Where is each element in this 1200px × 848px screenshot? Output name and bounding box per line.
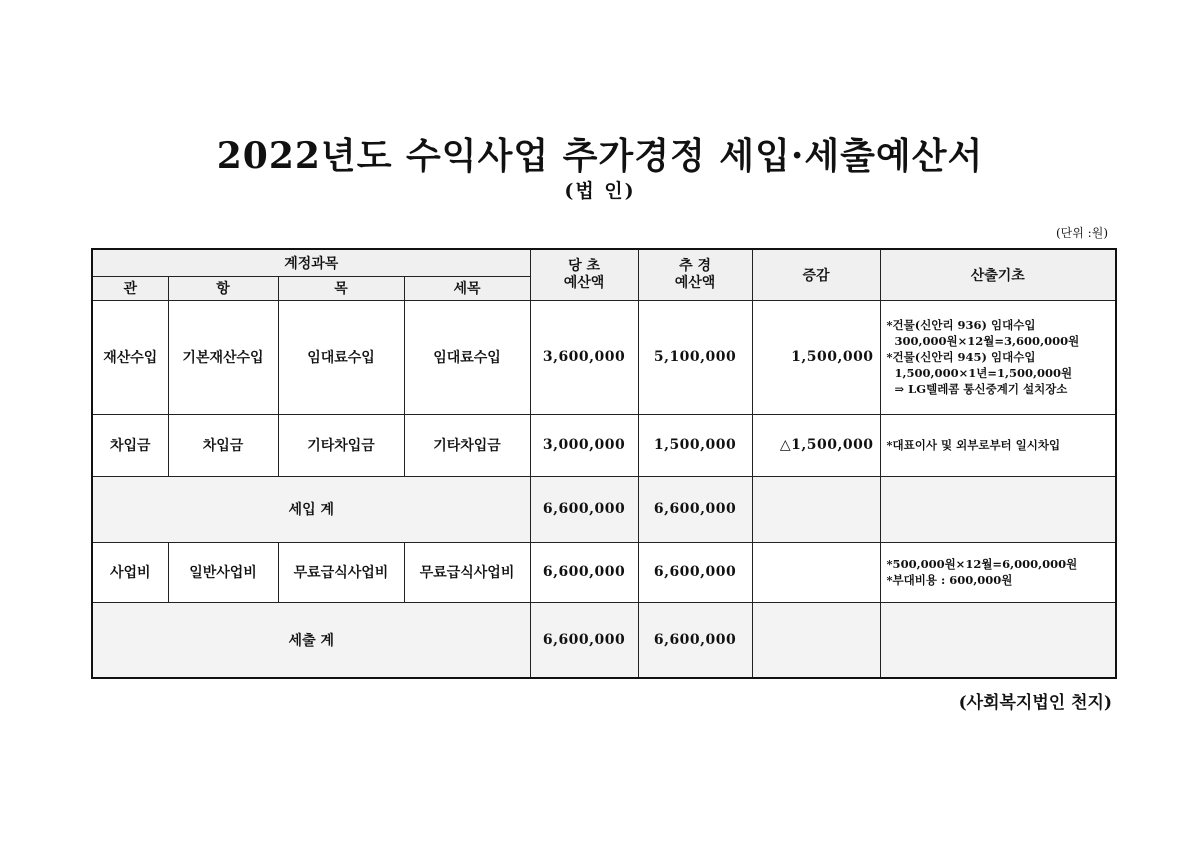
table-row <box>92 542 1116 602</box>
expense-total-change <box>752 602 880 678</box>
revenue-total-label: 세입 계 <box>92 476 530 542</box>
header-semok: 세목 <box>404 276 530 300</box>
cell-mok: 기타차입금 <box>278 414 404 476</box>
expense-total-label: 세출 계 <box>92 602 530 678</box>
header-revised <box>638 249 752 300</box>
cell-change <box>752 542 880 602</box>
table-row <box>92 300 1116 414</box>
cell-gwan: 재산수입 <box>92 300 168 414</box>
basis-line: 1,500,000×1년=1,500,000원 <box>894 366 1073 380</box>
basis-line: 300,000원×12월=3,600,000원 <box>894 334 1080 348</box>
cell-revised: 6,600,000 <box>638 542 752 602</box>
cell-hang: 차입금 <box>168 414 278 476</box>
basis-line: *건물(신안리 936) 임대수입 <box>886 318 1036 332</box>
cell-change: △1,500,000 <box>752 414 880 476</box>
cell-basis <box>880 414 1116 476</box>
cell-revised: 5,100,000 <box>638 300 752 414</box>
cell-original: 3,600,000 <box>530 300 638 414</box>
header-hang: 항 <box>168 276 278 300</box>
header-account: 계정과목 <box>92 249 530 276</box>
header-original-line1: 당 초 <box>568 257 601 274</box>
cell-basis <box>880 542 1116 602</box>
basis-line: *대표이사 및 외부로부터 일시차입 <box>886 438 1061 452</box>
document-subtitle: (법 인) <box>564 180 636 202</box>
cell-semok: 무료급식사업비 <box>404 542 530 602</box>
cell-semok: 임대료수입 <box>404 300 530 414</box>
cell-basis <box>880 300 1116 414</box>
header-gwan: 관 <box>92 276 168 300</box>
revenue-total-revised: 6,600,000 <box>638 476 752 542</box>
cell-hang: 일반사업비 <box>168 542 278 602</box>
header-row-1 <box>92 249 1116 276</box>
expense-total-original: 6,600,000 <box>530 602 638 678</box>
cell-change: 1,500,000 <box>752 300 880 414</box>
cell-gwan: 차입금 <box>92 414 168 476</box>
basis-line: *부대비용 : 600,000원 <box>886 573 1013 587</box>
header-basis: 산출기초 <box>880 249 1116 300</box>
revenue-total-row <box>92 476 1116 542</box>
revenue-total-basis <box>880 476 1116 542</box>
expense-total-revised: 6,600,000 <box>638 602 752 678</box>
cell-original: 3,000,000 <box>530 414 638 476</box>
cell-semok: 기타차입금 <box>404 414 530 476</box>
cell-hang: 기본재산수입 <box>168 300 278 414</box>
cell-revised: 1,500,000 <box>638 414 752 476</box>
revenue-total-change <box>752 476 880 542</box>
unit-label: (단위 :원) <box>1056 226 1108 240</box>
basis-line: *500,000원×12월=6,000,000원 <box>886 557 1078 571</box>
budget-table <box>91 248 1117 679</box>
basis-line: ⇒ LG텔레콤 통신중계기 설치장소 <box>894 382 1068 396</box>
header-original <box>530 249 638 300</box>
header-original-line2: 예산액 <box>563 274 605 291</box>
header-mok: 목 <box>278 276 404 300</box>
cell-mok: 임대료수입 <box>278 300 404 414</box>
basis-line: *건물(신안리 945) 임대수입 <box>886 350 1036 364</box>
expense-total-basis <box>880 602 1116 678</box>
cell-gwan: 사업비 <box>92 542 168 602</box>
organization-name: (사회복지법인 천지) <box>958 693 1112 713</box>
cell-mok: 무료급식사업비 <box>278 542 404 602</box>
expense-total-row <box>92 602 1116 678</box>
header-revised-line1: 추 경 <box>679 257 712 274</box>
revenue-total-original: 6,600,000 <box>530 476 638 542</box>
header-change: 증감 <box>752 249 880 300</box>
table-row <box>92 414 1116 476</box>
header-revised-line2: 예산액 <box>674 274 716 291</box>
cell-original: 6,600,000 <box>530 542 638 602</box>
document-title: 2022년도 수익사업 추가경정 세입·세출예산서 <box>216 135 984 177</box>
